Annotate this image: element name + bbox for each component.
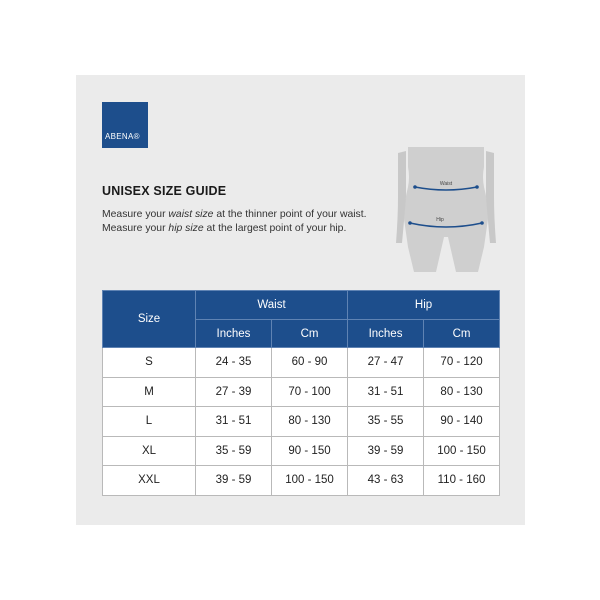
waist-cm-cell: 80 - 130	[272, 407, 348, 437]
hip-cm-cell: 100 - 150	[424, 436, 500, 466]
guide-description	[102, 208, 367, 236]
right-arm	[486, 151, 496, 243]
waist-column-header: Waist	[196, 291, 348, 320]
size-cell: XXL	[103, 466, 196, 496]
waist-label: Waist	[439, 181, 453, 187]
table-row	[103, 377, 500, 407]
hip-label: Hip	[436, 217, 444, 223]
hip-cm-cell: 70 - 120	[424, 348, 500, 378]
table-row	[103, 348, 500, 378]
size-cell: M	[103, 377, 196, 407]
waist-inches-cell: 39 - 59	[196, 466, 272, 496]
waist-inches-cell: 24 - 35	[196, 348, 272, 378]
hip-inches-cell: 39 - 59	[348, 436, 424, 466]
table-row	[103, 436, 500, 466]
hip-column-header: Hip	[348, 291, 500, 320]
hip-inches-cell: 35 - 55	[348, 407, 424, 437]
hip-inches-cell: 43 - 63	[348, 466, 424, 496]
size-cell: S	[103, 348, 196, 378]
waist-cm-cell: 70 - 100	[272, 377, 348, 407]
guide-title: UNISEX SIZE GUIDE	[102, 184, 227, 198]
waist-inches-cell: 35 - 59	[196, 436, 272, 466]
waist-inches-cell: 27 - 39	[196, 377, 272, 407]
body-figure-illustration	[396, 147, 496, 277]
waist-cm-cell: 100 - 150	[272, 466, 348, 496]
hip-cm-cell: 80 - 130	[424, 377, 500, 407]
abena-logo	[102, 102, 148, 148]
hip-inches-header: Inches	[348, 320, 424, 348]
hip-cm-cell: 110 - 160	[424, 466, 500, 496]
logo-text: ABENA®	[105, 132, 140, 141]
waist-cm-cell: 60 - 90	[272, 348, 348, 378]
waist-cm-cell: 90 - 150	[272, 436, 348, 466]
waist-inches-header: Inches	[196, 320, 272, 348]
hip-cm-cell: 90 - 140	[424, 407, 500, 437]
hip-inches-cell: 27 - 47	[348, 348, 424, 378]
size-column-header: Size	[103, 291, 196, 348]
size-table	[102, 290, 500, 496]
left-arm	[396, 151, 406, 243]
size-cell: XL	[103, 436, 196, 466]
size-guide-panel	[76, 75, 525, 525]
torso-silhouette	[404, 147, 488, 272]
waist-instruction: Measure your waist size at the thinner point of your waist.	[102, 209, 367, 220]
waist-inches-cell: 31 - 51	[196, 407, 272, 437]
hip-cm-header: Cm	[424, 320, 500, 348]
size-cell: L	[103, 407, 196, 437]
table-row	[103, 466, 500, 496]
table-row	[103, 407, 500, 437]
waist-cm-header: Cm	[272, 320, 348, 348]
hip-instruction: Measure your hip size at the largest point of your hip.	[102, 223, 347, 234]
hip-inches-cell: 31 - 51	[348, 377, 424, 407]
